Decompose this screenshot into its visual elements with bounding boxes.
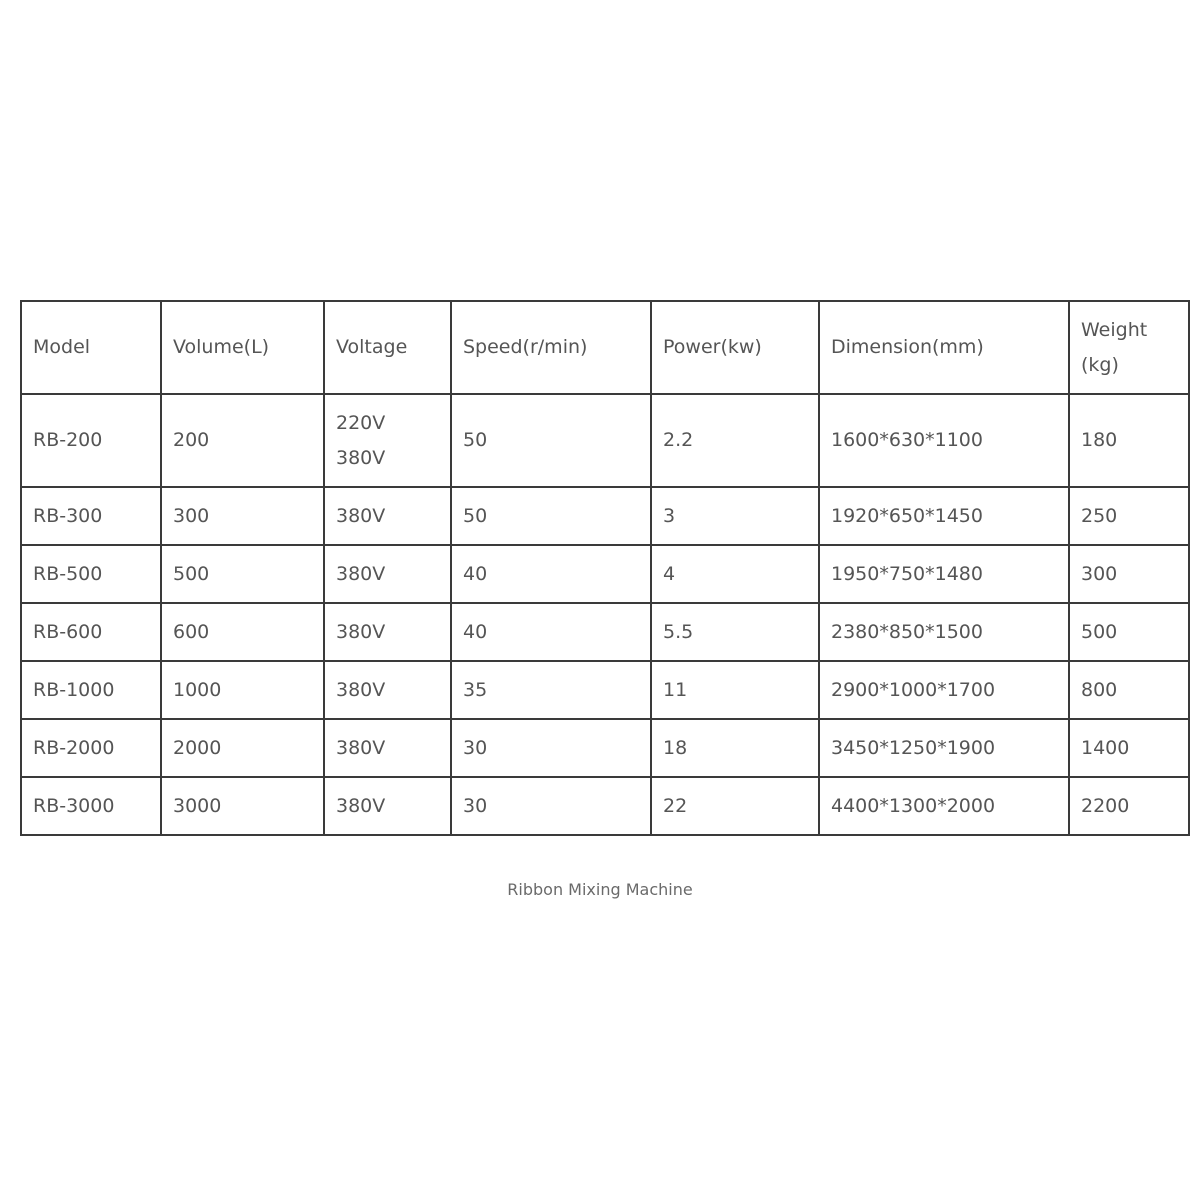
cell-model: RB-1000 bbox=[21, 661, 161, 719]
cell-power: 18 bbox=[651, 719, 819, 777]
table-row bbox=[21, 661, 1189, 719]
cell-volume: 300 bbox=[161, 487, 324, 545]
cell-dimension: 1600*630*1100 bbox=[819, 394, 1069, 487]
cell-weight: 500 bbox=[1069, 603, 1189, 661]
cell-power: 5.5 bbox=[651, 603, 819, 661]
cell-model: RB-2000 bbox=[21, 719, 161, 777]
cell-dimension: 4400*1300*2000 bbox=[819, 777, 1069, 835]
table-header bbox=[21, 301, 1189, 394]
table-row bbox=[21, 719, 1189, 777]
cell-voltage-line-1: 220V bbox=[336, 411, 386, 434]
cell-dimension: 2900*1000*1700 bbox=[819, 661, 1069, 719]
cell-voltage: 380V bbox=[324, 661, 451, 719]
cell-voltage bbox=[324, 394, 451, 487]
cell-volume: 1000 bbox=[161, 661, 324, 719]
cell-speed: 35 bbox=[451, 661, 651, 719]
cell-volume: 3000 bbox=[161, 777, 324, 835]
table-row bbox=[21, 603, 1189, 661]
table-row bbox=[21, 487, 1189, 545]
cell-weight: 1400 bbox=[1069, 719, 1189, 777]
cell-model: RB-300 bbox=[21, 487, 161, 545]
cell-power: 11 bbox=[651, 661, 819, 719]
cell-speed: 40 bbox=[451, 603, 651, 661]
cell-speed: 30 bbox=[451, 777, 651, 835]
cell-weight: 800 bbox=[1069, 661, 1189, 719]
cell-model: RB-500 bbox=[21, 545, 161, 603]
cell-speed: 50 bbox=[451, 394, 651, 487]
cell-weight: 2200 bbox=[1069, 777, 1189, 835]
cell-power: 2.2 bbox=[651, 394, 819, 487]
header-weight bbox=[1069, 301, 1189, 394]
cell-dimension: 3450*1250*1900 bbox=[819, 719, 1069, 777]
header-voltage: Voltage bbox=[324, 301, 451, 394]
cell-model: RB-600 bbox=[21, 603, 161, 661]
cell-speed: 50 bbox=[451, 487, 651, 545]
cell-weight: 300 bbox=[1069, 545, 1189, 603]
cell-voltage: 380V bbox=[324, 603, 451, 661]
header-dimension: Dimension(mm) bbox=[819, 301, 1069, 394]
cell-power: 4 bbox=[651, 545, 819, 603]
cell-volume: 200 bbox=[161, 394, 324, 487]
header-model: Model bbox=[21, 301, 161, 394]
table-row bbox=[21, 545, 1189, 603]
cell-speed: 40 bbox=[451, 545, 651, 603]
cell-power: 22 bbox=[651, 777, 819, 835]
spec-table bbox=[20, 300, 1190, 836]
header-volume: Volume(L) bbox=[161, 301, 324, 394]
cell-speed: 30 bbox=[451, 719, 651, 777]
cell-voltage: 380V bbox=[324, 487, 451, 545]
cell-volume: 600 bbox=[161, 603, 324, 661]
table-row bbox=[21, 777, 1189, 835]
header-speed: Speed(r/min) bbox=[451, 301, 651, 394]
cell-weight: 250 bbox=[1069, 487, 1189, 545]
cell-volume: 2000 bbox=[161, 719, 324, 777]
cell-dimension: 1950*750*1480 bbox=[819, 545, 1069, 603]
cell-dimension: 1920*650*1450 bbox=[819, 487, 1069, 545]
cell-voltage-line-2: 380V bbox=[336, 446, 386, 469]
table-caption: Ribbon Mixing Machine bbox=[507, 880, 693, 899]
header-row bbox=[21, 301, 1189, 394]
header-weight-line-2: (kg) bbox=[1081, 353, 1119, 376]
cell-power: 3 bbox=[651, 487, 819, 545]
cell-dimension: 2380*850*1500 bbox=[819, 603, 1069, 661]
table-row bbox=[21, 394, 1189, 487]
cell-voltage: 380V bbox=[324, 777, 451, 835]
cell-weight: 180 bbox=[1069, 394, 1189, 487]
cell-volume: 500 bbox=[161, 545, 324, 603]
cell-model: RB-3000 bbox=[21, 777, 161, 835]
cell-voltage: 380V bbox=[324, 545, 451, 603]
table-body bbox=[21, 394, 1189, 835]
header-power: Power(kw) bbox=[651, 301, 819, 394]
cell-voltage: 380V bbox=[324, 719, 451, 777]
header-weight-line-1: Weight bbox=[1081, 318, 1148, 341]
cell-model: RB-200 bbox=[21, 394, 161, 487]
